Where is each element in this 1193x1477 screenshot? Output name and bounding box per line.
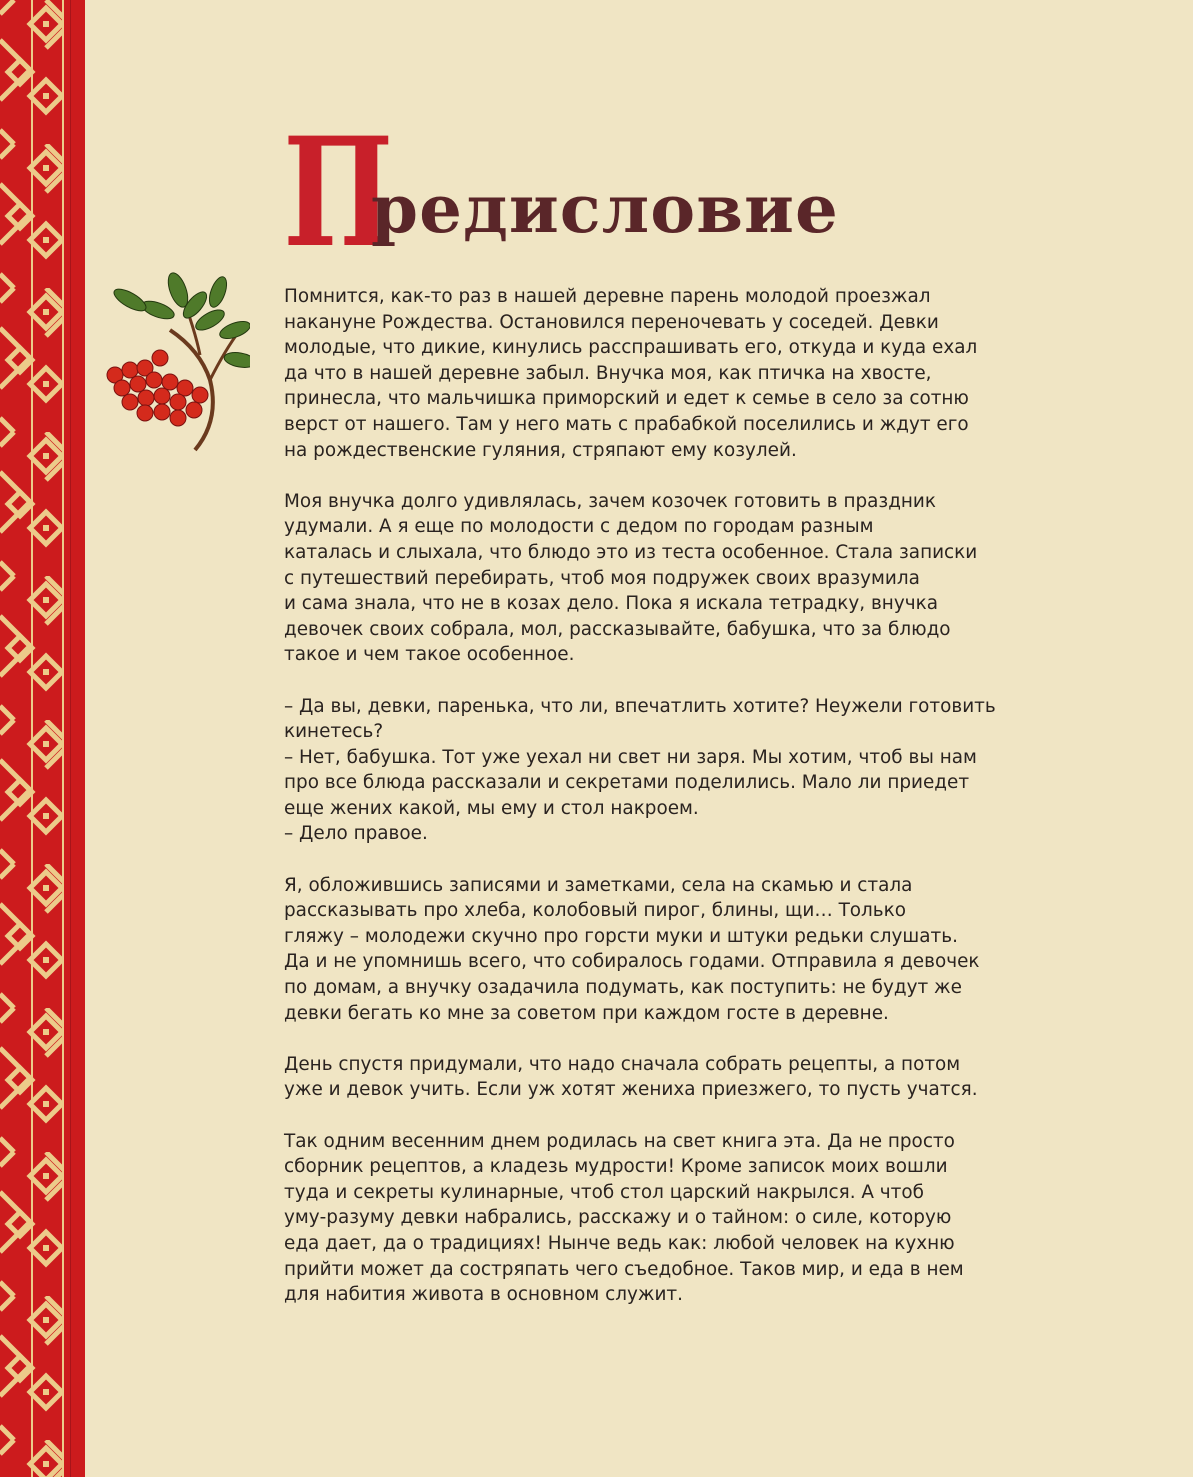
title-initial: П xyxy=(283,105,394,281)
text-line: кинетесь? xyxy=(284,721,384,743)
dialogue-paragraph xyxy=(284,694,996,848)
text-line: девочек своих собрала, мол, рассказывайте, бабушка, что за блюдо xyxy=(284,618,951,640)
ornament-pattern xyxy=(0,0,70,1477)
text-line: День спустя придумали, что надо сначала собрать рецепты, а потом xyxy=(284,1053,961,1075)
text-line: Моя внучка долго удивлялась, зачем козочек готовить в праздник xyxy=(284,490,936,512)
text-line: гляжу – молодежи скучно про горсти муки и штуки редьки слушать. xyxy=(284,925,958,947)
text-line: туда и секреты кулинарные, чтоб стол царский накрылся. А чтоб xyxy=(284,1181,924,1203)
text-line: Я, обложившись записями и заметками, села на скамью и стала xyxy=(284,874,913,896)
text-line: каталась и слыхала, что блюдо это из теста особенное. Стала записки xyxy=(284,541,978,563)
text-line: прийти может да состряпать чего съедобное. Таков мир, и еда в нем xyxy=(284,1258,964,1280)
text-line: уже и девок учить. Если уж хотят жениха приезжего, то пусть учатся. xyxy=(284,1079,978,1101)
page-title xyxy=(283,105,839,281)
text-line: еще жених какой, мы ему и стол накроем. xyxy=(284,797,699,819)
rowan-branch-illustration xyxy=(100,270,250,475)
text-line: рассказывать про хлеба, колобовый пирог, блины, щи… Только xyxy=(284,900,907,922)
text-line: про все блюда рассказали и секретами поделились. Мало ли приедет xyxy=(284,772,970,794)
paragraph xyxy=(284,489,978,668)
text-line: – Нет, бабушка. Тот уже уехал ни свет ни заря. Мы хотим, чтоб вы нам xyxy=(284,746,977,768)
text-line: принесла, что мальчишка приморский и едет к семье в село за сотню xyxy=(284,388,969,410)
title-rest: редисловие xyxy=(371,170,839,248)
paragraph xyxy=(284,1052,978,1103)
text-line: – Дело правое. xyxy=(284,823,428,845)
paragraph xyxy=(284,284,978,463)
text-line: верст от нашего. Там у него мать с прабабкой поселились и ждут его xyxy=(284,413,969,435)
text-line: уму-разуму девки набрались, расскажу и о тайном: о силе, которую xyxy=(284,1207,952,1229)
text-line: сборник рецептов, а кладезь мудрости! Кроме записок моих вошли xyxy=(284,1156,948,1178)
border-line xyxy=(70,0,71,1477)
text-line: и сама знала, что не в козах дело. Пока я искала тетрадку, внучка xyxy=(284,593,938,615)
text-line: Да и не упомнишь всего, что собиралось годами. Отправила я девочек xyxy=(284,951,980,973)
text-line: да что в нашей деревне забыл. Внучка моя, как птичка на хвосте, xyxy=(284,362,932,384)
text-line: по домам, а внучку озадачила подумать, как поступить: не будут же xyxy=(284,977,962,999)
text-line: на рождественские гуляния, стряпают ему козулей. xyxy=(284,439,797,461)
paragraph xyxy=(284,1129,964,1308)
text-line: удумали. А я еще по молодости с дедом по городам разным xyxy=(284,516,874,538)
text-line: Помнится, как-то раз в нашей деревне парень молодой проезжал xyxy=(284,286,931,307)
preface-body xyxy=(284,284,996,1333)
text-line: молодые, что дикие, кинулись расспрашивать его, откуда и куда ехал xyxy=(284,337,978,359)
text-line: накануне Рождества. Остановился переночевать у соседей. Девки xyxy=(284,311,939,333)
text-line: – Да вы, девки, паренька, что ли, впечатлить хотите? Неужели готовить xyxy=(284,695,996,717)
paragraph xyxy=(284,873,980,1027)
text-line: для набития живота в основном служит. xyxy=(284,1284,683,1306)
text-line: Так одним весенним днем родилась на свет книга эта. Да не просто xyxy=(284,1130,955,1152)
ornamental-border xyxy=(0,0,85,1477)
text-line: девки бегать ко мне за советом при каждом госте в деревне. xyxy=(284,1002,889,1024)
text-line: с путешествий перебирать, чтоб моя подружек своих вразумила xyxy=(284,567,920,589)
text-line: еда дает, да о традициях! Нынче ведь как: любой человек на кухню xyxy=(284,1232,955,1254)
text-line: такое и чем такое особенное. xyxy=(284,644,575,666)
